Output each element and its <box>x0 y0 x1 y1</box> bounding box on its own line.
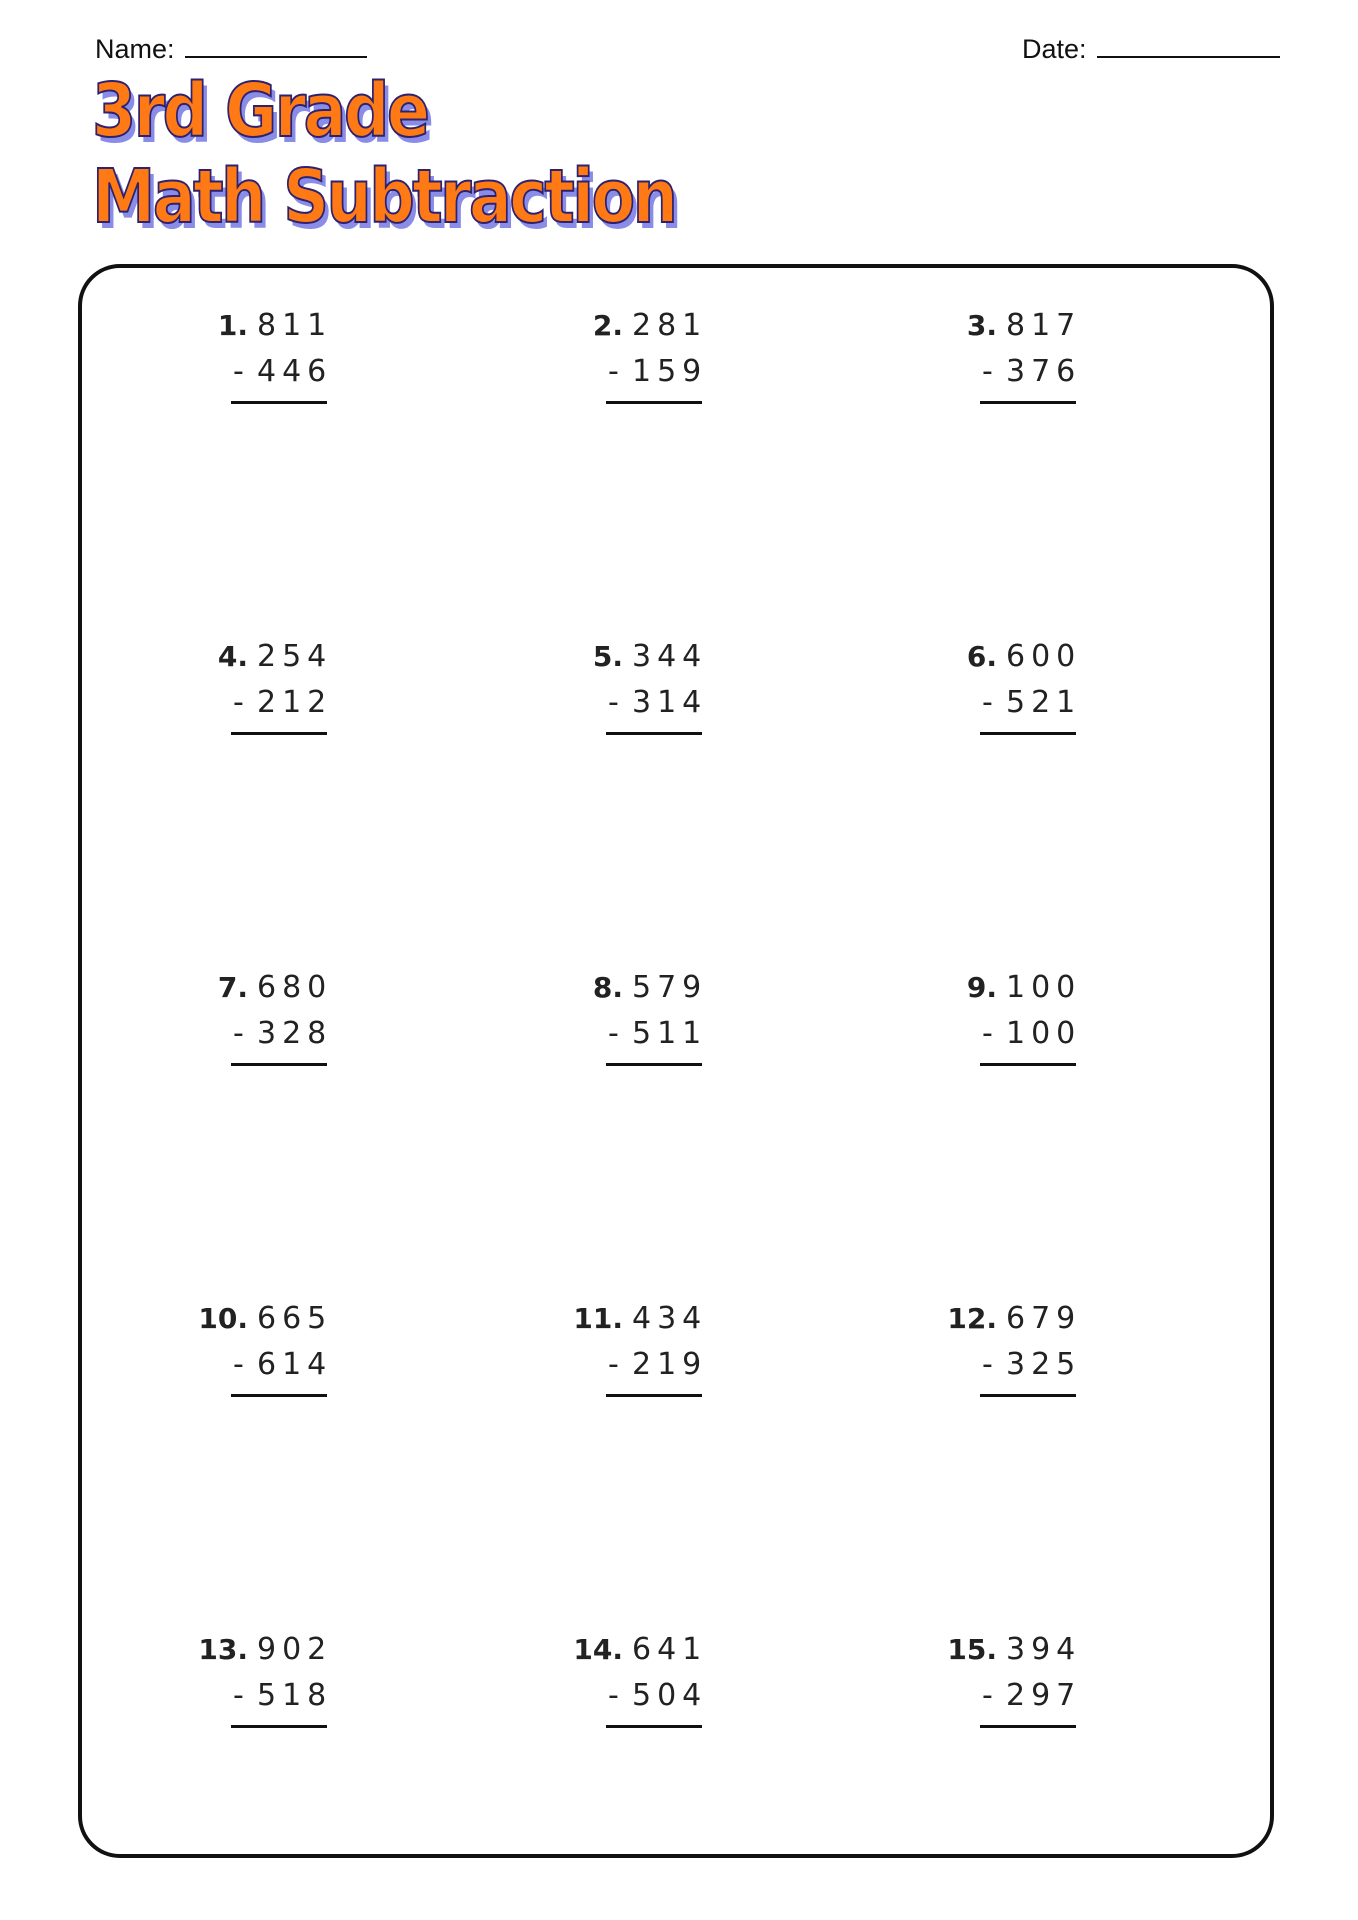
answer-line[interactable] <box>231 732 327 735</box>
answer-line[interactable] <box>980 732 1076 735</box>
problem-13 <box>145 1633 345 1743</box>
problem-number: 13. <box>198 1633 248 1666</box>
minuend: 434 <box>632 1301 708 1336</box>
name-field <box>95 26 367 65</box>
minus-sign: - <box>233 685 244 720</box>
title-line-2: Math Subtraction <box>92 154 676 240</box>
answer-line[interactable] <box>606 1394 702 1397</box>
minuend: 817 <box>1006 308 1082 343</box>
problem-number: 14. <box>573 1633 623 1666</box>
minuend: 680 <box>257 970 333 1005</box>
problem-number: 9. <box>966 971 997 1004</box>
minuend: 579 <box>632 970 708 1005</box>
problem-number: 3. <box>966 309 997 342</box>
subtrahend: 518 <box>257 1678 333 1713</box>
minuend: 811 <box>257 308 333 343</box>
minuend: 679 <box>1006 1301 1082 1336</box>
answer-line[interactable] <box>980 1394 1076 1397</box>
problem-number: 2. <box>592 309 623 342</box>
answer-line[interactable] <box>606 732 702 735</box>
minus-sign: - <box>233 1016 244 1051</box>
minuend: 281 <box>632 308 708 343</box>
problem-4 <box>145 640 345 750</box>
minus-sign: - <box>233 1347 244 1382</box>
minus-sign: - <box>982 1347 993 1382</box>
answer-line[interactable] <box>231 1394 327 1397</box>
answer-line[interactable] <box>980 1725 1076 1728</box>
date-field <box>1022 26 1280 65</box>
subtrahend: 159 <box>632 354 708 389</box>
problem-9 <box>894 971 1094 1081</box>
minuend: 254 <box>257 639 333 674</box>
problem-12 <box>894 1302 1094 1412</box>
subtrahend: 614 <box>257 1347 333 1382</box>
answer-line[interactable] <box>231 1725 327 1728</box>
answer-line[interactable] <box>231 401 327 404</box>
minuend: 902 <box>257 1632 333 1667</box>
minuend: 600 <box>1006 639 1082 674</box>
date-blank-line[interactable] <box>1097 26 1280 58</box>
minus-sign: - <box>233 354 244 389</box>
problem-3 <box>894 309 1094 419</box>
problem-6 <box>894 640 1094 750</box>
answer-line[interactable] <box>980 401 1076 404</box>
minus-sign: - <box>608 685 619 720</box>
subtrahend: 297 <box>1006 1678 1082 1713</box>
minuend: 641 <box>632 1632 708 1667</box>
minus-sign: - <box>982 1016 993 1051</box>
minuend: 665 <box>257 1301 333 1336</box>
subtrahend: 504 <box>632 1678 708 1713</box>
problem-number: 7. <box>217 971 248 1004</box>
problem-2 <box>520 309 720 419</box>
subtrahend: 325 <box>1006 1347 1082 1382</box>
problem-number: 4. <box>217 640 248 673</box>
answer-line[interactable] <box>606 1725 702 1728</box>
subtrahend: 511 <box>632 1016 708 1051</box>
problem-number: 6. <box>966 640 997 673</box>
minus-sign: - <box>982 1678 993 1713</box>
minus-sign: - <box>233 1678 244 1713</box>
minus-sign: - <box>982 354 993 389</box>
title-line-1: 3rd Grade <box>92 68 428 154</box>
minus-sign: - <box>608 1016 619 1051</box>
minus-sign: - <box>608 354 619 389</box>
problem-1 <box>145 309 345 419</box>
minuend: 100 <box>1006 970 1082 1005</box>
subtrahend: 314 <box>632 685 708 720</box>
problem-7 <box>145 971 345 1081</box>
name-blank-line[interactable] <box>185 26 367 58</box>
subtrahend: 521 <box>1006 685 1082 720</box>
answer-line[interactable] <box>231 1063 327 1066</box>
subtrahend: 446 <box>257 354 333 389</box>
minuend: 394 <box>1006 1632 1082 1667</box>
worksheet-title <box>92 68 675 240</box>
answer-line[interactable] <box>980 1063 1076 1066</box>
date-label: Date: <box>1022 34 1087 64</box>
problem-number: 1. <box>217 309 248 342</box>
problem-5 <box>520 640 720 750</box>
minus-sign: - <box>608 1347 619 1382</box>
problem-15 <box>894 1633 1094 1743</box>
problem-number: 5. <box>592 640 623 673</box>
problem-number: 10. <box>198 1302 248 1335</box>
problem-10 <box>145 1302 345 1412</box>
minuend: 344 <box>632 639 708 674</box>
answer-line[interactable] <box>606 401 702 404</box>
minus-sign: - <box>982 685 993 720</box>
problem-8 <box>520 971 720 1081</box>
subtrahend: 376 <box>1006 354 1082 389</box>
problem-number: 8. <box>592 971 623 1004</box>
problem-11 <box>520 1302 720 1412</box>
subtrahend: 328 <box>257 1016 333 1051</box>
subtrahend: 100 <box>1006 1016 1082 1051</box>
minus-sign: - <box>608 1678 619 1713</box>
subtrahend: 219 <box>632 1347 708 1382</box>
problem-number: 12. <box>947 1302 997 1335</box>
name-label: Name: <box>95 34 175 64</box>
answer-line[interactable] <box>606 1063 702 1066</box>
problem-number: 11. <box>573 1302 623 1335</box>
problem-14 <box>520 1633 720 1743</box>
problem-number: 15. <box>947 1633 997 1666</box>
subtrahend: 212 <box>257 685 333 720</box>
